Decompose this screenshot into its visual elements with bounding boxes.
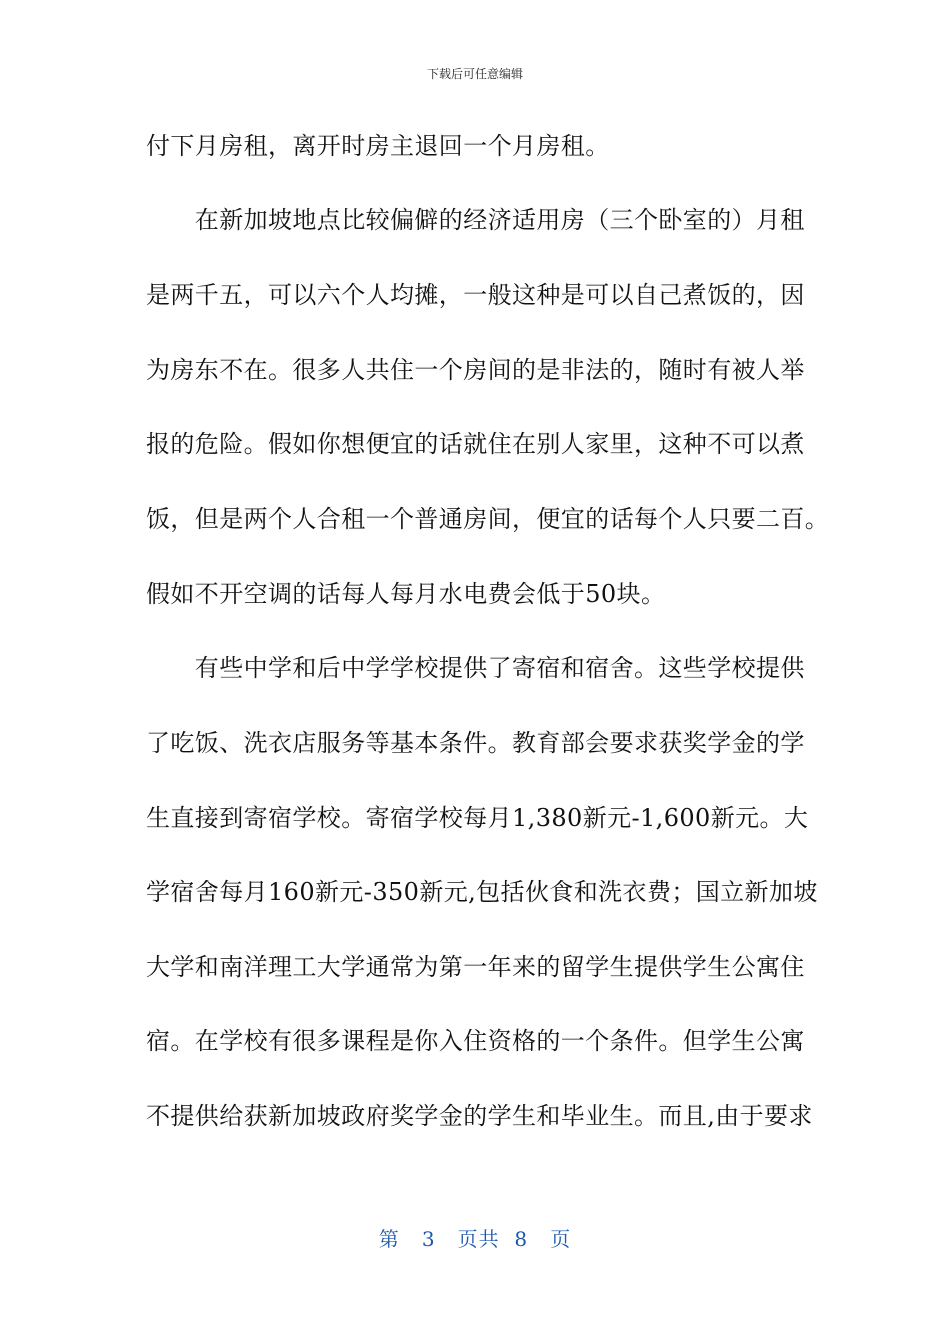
text-line-2: 在新加坡地点比较偏僻的经济适用房（三个卧室的）月租 — [146, 206, 805, 234]
text-line-11: 学宿舍每月160新元-350新元,包括伙食和洗衣费；国立新加坡 — [146, 878, 818, 906]
text-line-7: 假如不开空调的话每人每月水电费会低于50块。 — [146, 580, 666, 608]
footer-prefix: 第 — [378, 1227, 400, 1251]
text-line-5: 报的危险。假如你想便宜的话就住在别人家里，这种不可以煮 — [146, 430, 805, 458]
text-line-6: 饭，但是两个人合租一个普通房间，便宜的话每个人只要二百。 — [146, 505, 830, 533]
text-line-9: 了吃饭、洗衣店服务等基本条件。教育部会要求获奖学金的学 — [146, 729, 805, 757]
text-line-4: 为房东不在。很多人共住一个房间的是非法的，随时有被人举 — [146, 356, 805, 384]
page-number-footer — [0, 1226, 950, 1252]
text-line-13: 宿。在学校有很多课程是你入住资格的一个条件。但学生公寓 — [146, 1027, 805, 1055]
text-line-1: 付下月房租，离开时房主退回一个月房租。 — [146, 132, 610, 160]
text-line-3: 是两千五，可以六个人均摊，一般这种是可以自己煮饭的，因 — [146, 281, 805, 309]
footer-total-pages: 8 — [514, 1227, 529, 1251]
footer-current-page: 3 — [421, 1227, 436, 1251]
text-line-12: 大学和南洋理工大学通常为第一年来的留学生提供学生公寓住 — [146, 953, 805, 981]
footer-suffix: 页 — [550, 1227, 572, 1251]
text-line-14: 不提供给获新加坡政府奖学金的学生和毕业生。而且,由于要求 — [146, 1102, 813, 1130]
page-header-note: 下载后可任意编辑 — [426, 67, 523, 81]
text-line-10: 生直接到寄宿学校。寄宿学校每月1,380新元-1,600新元。大 — [146, 804, 809, 832]
text-line-8: 有些中学和后中学学校提供了寄宿和宿舍。这些学校提供 — [146, 654, 805, 682]
footer-middle: 页共 — [457, 1227, 500, 1251]
